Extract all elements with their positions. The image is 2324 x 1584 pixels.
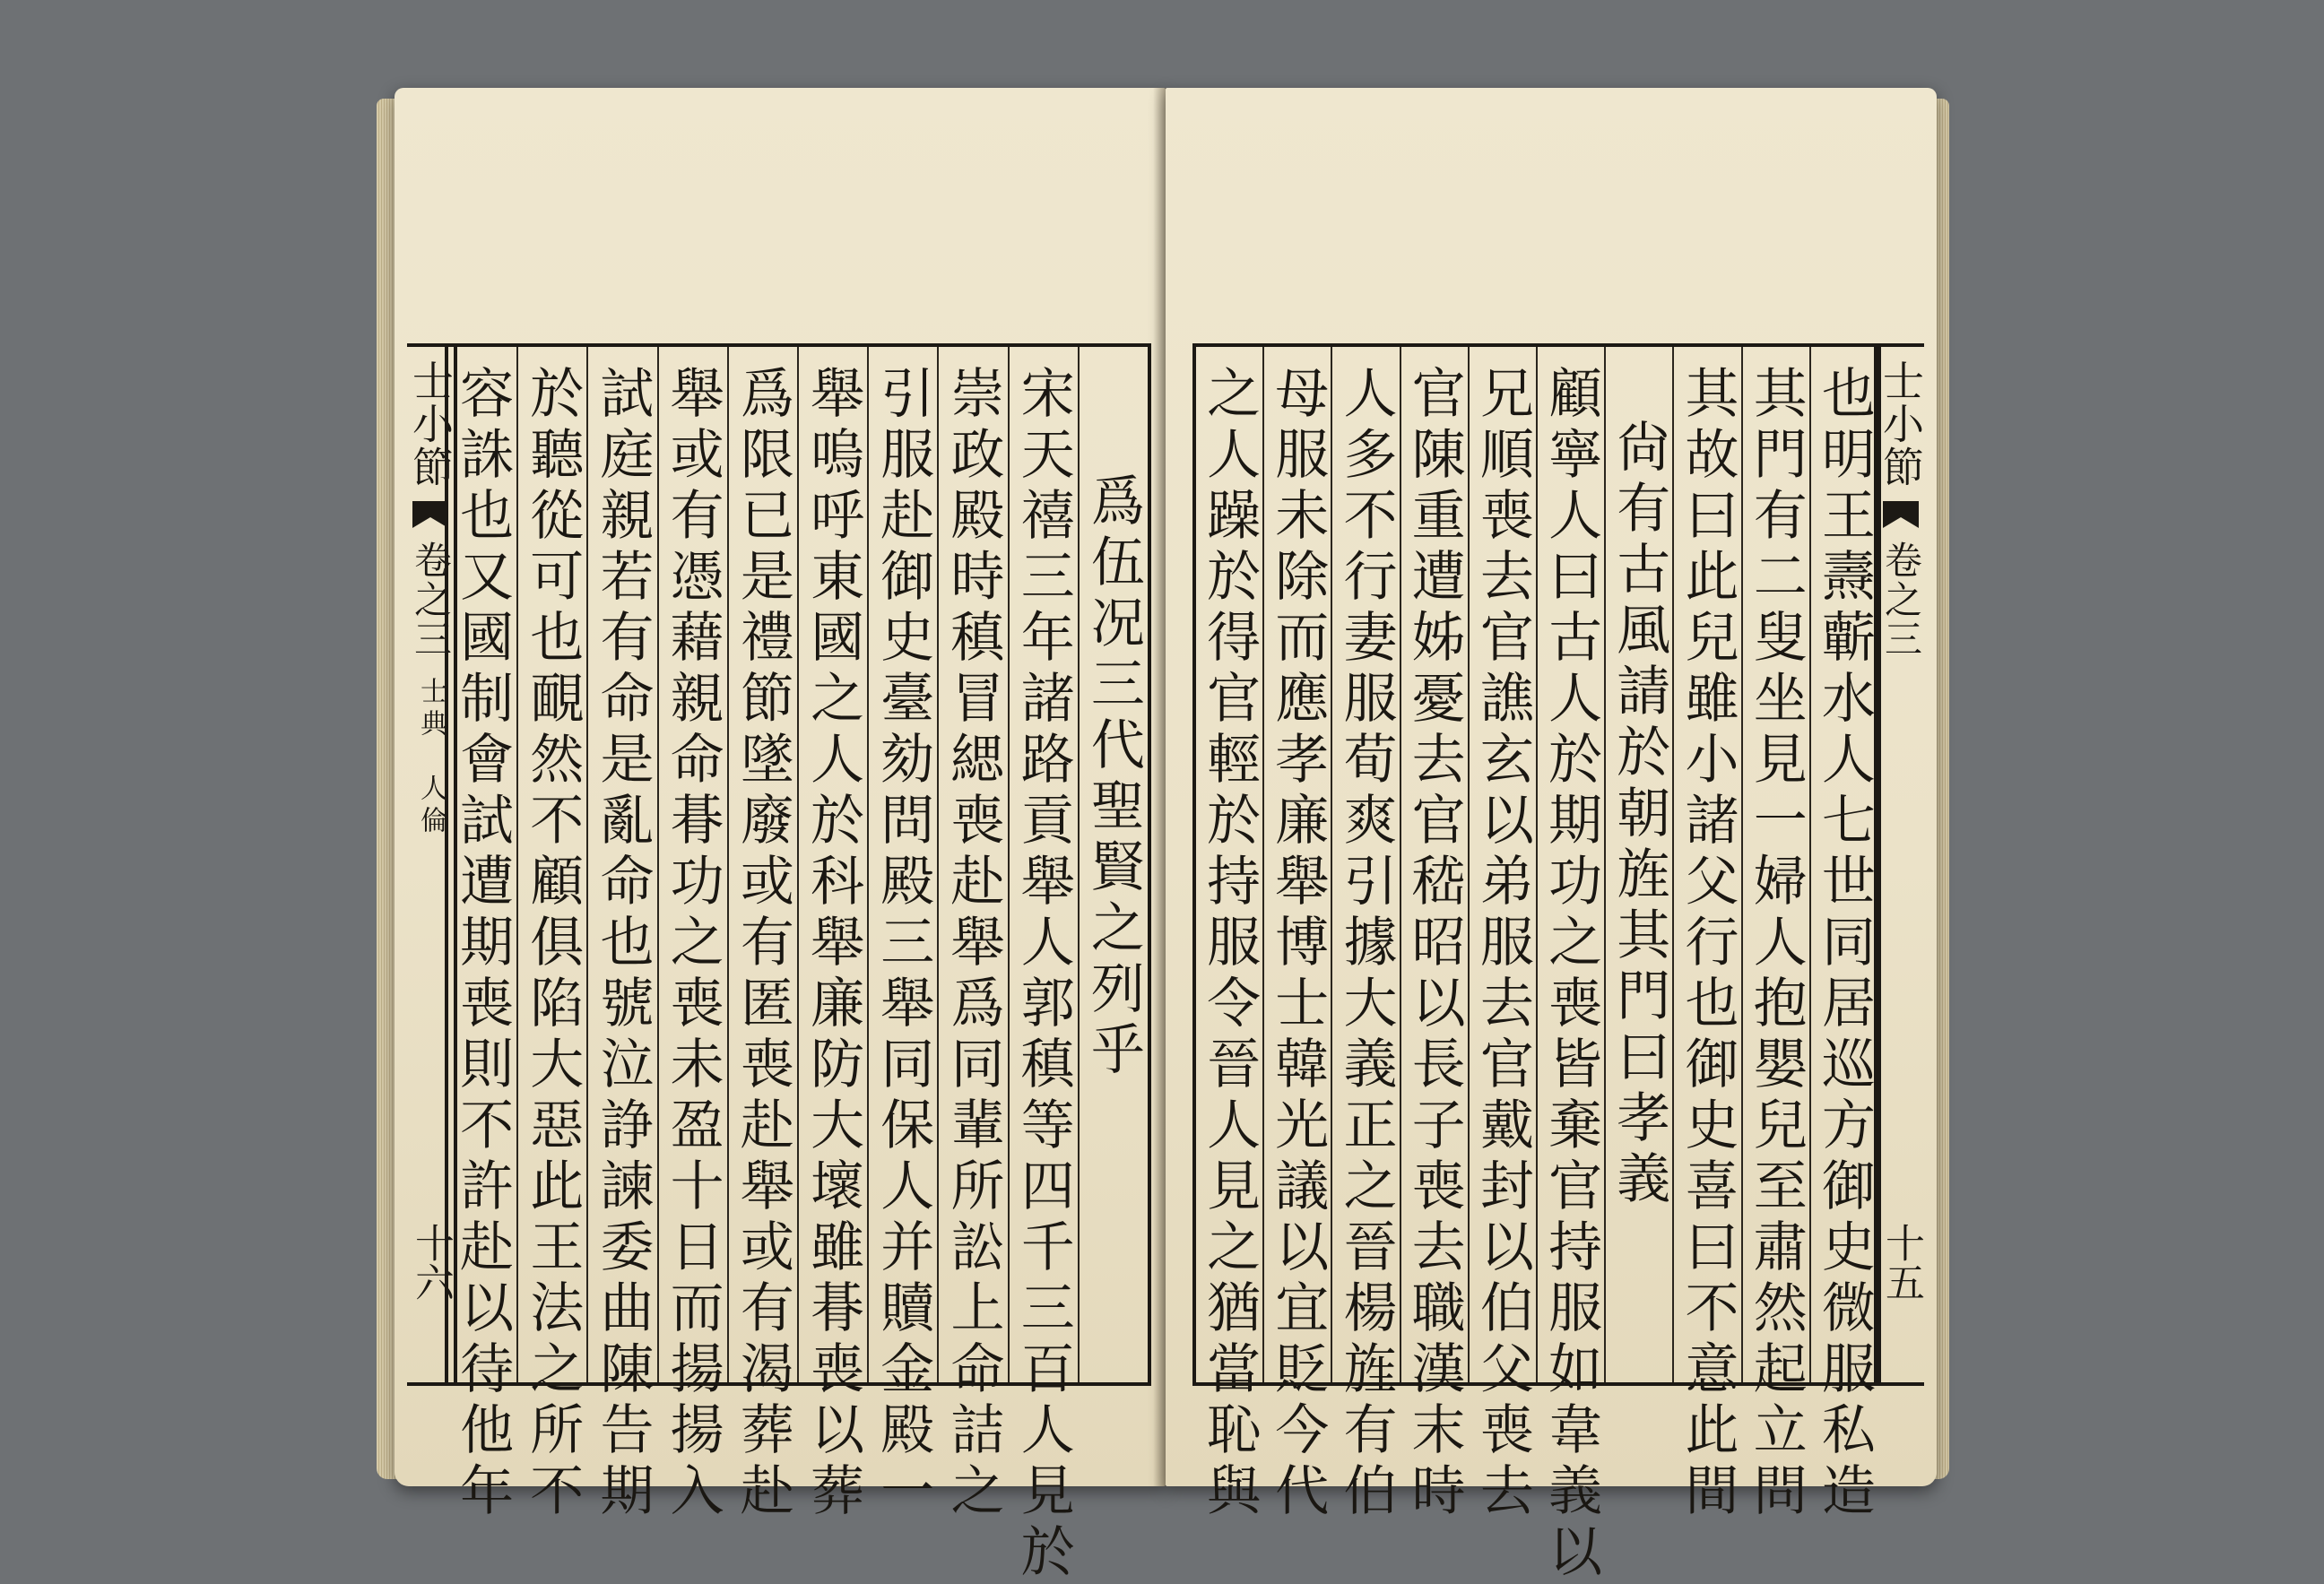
text-column: 顧寧人曰古人於期功之喪皆棄官持服如韋義以 bbox=[1536, 347, 1604, 1382]
text-column: 於聽從可也靦然不顧俱陷大惡此王法之所不 bbox=[516, 347, 586, 1382]
text-column: 試庭親若有命是亂命也號泣諍諫委曲陳告期 bbox=[586, 347, 656, 1382]
text-column: 之人躁於得官輕於持服令晉人見之猶當恥與 bbox=[1198, 365, 1262, 1523]
text-column: 爲伍况三代聖賢之列乎 bbox=[1078, 347, 1148, 1382]
text-column: 爲限已是禮節墜廢或有匿喪赴舉或有渴葬赴 bbox=[727, 347, 797, 1382]
text-column: 引服赴御史臺劾問殿三舉同保人并贖金殿一 bbox=[867, 347, 937, 1382]
left-text-frame bbox=[445, 343, 1151, 1584]
text-column: 人多不行妻服荀爽引據大義正之晉楊旌有伯 bbox=[1331, 347, 1399, 1382]
text-column: 其門有二叟坐見一婦人抱嬰兒至肅然起立問 bbox=[1741, 347, 1809, 1382]
text-column: 尙有古風請於朝旌其門曰孝義 bbox=[1604, 347, 1672, 1382]
section-label: 士典 人倫 bbox=[415, 677, 447, 838]
text-column: 舉或有憑藉親命朞功之喪未盈十日而揚揚入 bbox=[657, 347, 727, 1382]
text-column: 宋天禧三年諸路貢舉人郭稹等四千三百人見於 bbox=[1008, 347, 1078, 1382]
right-page-margin-strip bbox=[1874, 343, 1924, 1386]
text-column: 其故曰此兒雖小諸父行也御史喜曰不意此間 bbox=[1672, 347, 1740, 1382]
text-column: 官陳重遭姊憂去官嵇昭以長子喪去職漢末時 bbox=[1400, 347, 1468, 1382]
chapter-label: 卷之三 bbox=[1879, 541, 1923, 659]
text-column: 兄順喪去官譙玄以弟服去官戴封以伯父喪去 bbox=[1468, 347, 1536, 1382]
text-column: 舉嗚呼東國之人於科舉廉防大壞雖朞喪以葬 bbox=[797, 347, 867, 1382]
page-number: 十六 bbox=[408, 1223, 454, 1302]
chapter-label: 卷之三 bbox=[409, 541, 453, 659]
book-title: 士小節 bbox=[406, 359, 455, 489]
text-column: 崇政殿時稹冒緦喪赴舉爲同輩所訟上命詰之 bbox=[937, 347, 1007, 1382]
text-column: 母服未除而應孝廉舉博士韓光議以宜貶今代 bbox=[1262, 347, 1331, 1382]
book-title: 士小節 bbox=[1877, 359, 1925, 489]
text-column: 容誅也又國制會試遭期喪則不許赴以待他年 bbox=[451, 365, 515, 1523]
right-text-frame bbox=[1192, 343, 1881, 1584]
fish-tail-mark-icon bbox=[412, 501, 448, 528]
open-book bbox=[377, 72, 1937, 1584]
text-column: 也明王燾蘄水人七世同居巡方御史微服私造 bbox=[1809, 347, 1877, 1382]
page-number: 十五 bbox=[1878, 1223, 1924, 1302]
left-page bbox=[395, 88, 1166, 1584]
right-page bbox=[1166, 88, 1937, 1584]
fish-tail-mark-icon bbox=[1883, 501, 1919, 528]
